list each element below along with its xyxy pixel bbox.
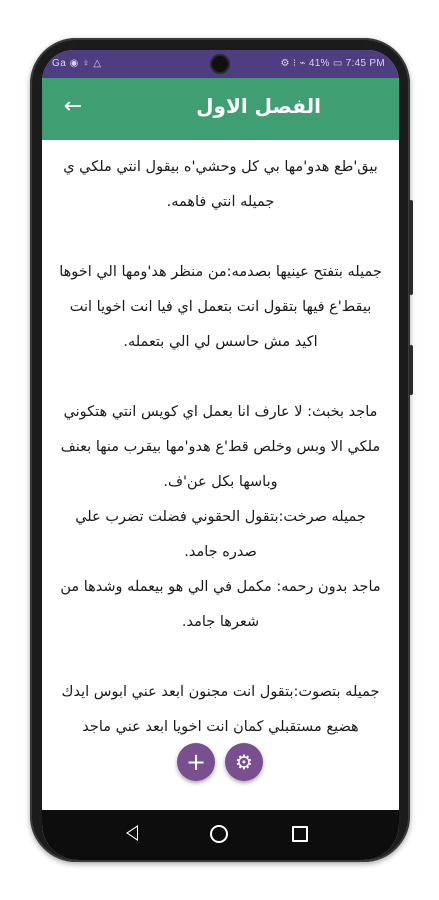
- paragraph-5: ماجد بدون رحمه: مكمل في الي هو بيعمله وشدها من شعرها جامد.: [60, 579, 381, 630]
- app-bar: [42, 78, 399, 140]
- chapter-text[interactable]: [58, 150, 383, 810]
- volume-button: [409, 200, 413, 295]
- add-button[interactable]: +: [177, 743, 215, 781]
- nav-recents-icon[interactable]: [292, 826, 308, 842]
- paragraph-gap: [58, 360, 383, 395]
- status-bar: [42, 50, 399, 78]
- paragraph-gap: [58, 640, 383, 675]
- system-nav-bar: [42, 810, 399, 860]
- nav-back-icon[interactable]: [126, 825, 138, 841]
- status-icons-left: Ga ◉ ♀ △: [52, 58, 102, 69]
- paragraph-3: ماجد بخبث: لا عارف انا بعمل اي كويس انتي هتكوني ملكي الا وبس وخلص قط'ع هدو'مها بيقرب منها بعنف وباسها بكل عن'ف.: [60, 404, 381, 490]
- page-title: الفصل الاول: [196, 94, 321, 118]
- nav-home-icon[interactable]: [210, 825, 228, 843]
- arrow-back-icon[interactable]: ←: [63, 94, 83, 119]
- paragraph-2: جميله بتفتح عينيها بصدمه:من منظر هد'ومها الي اخوها بيقط'ع فيها بتقول انت بتعمل اي فيا انت اخويا انت اكيد مش حاسس لي الي بتعمله.: [59, 264, 382, 350]
- paragraph-gap: [58, 220, 383, 255]
- gear-icon: ⚙: [235, 750, 253, 774]
- paragraph-4: جميله صرخت:بتقول الحقوني فضلت تضرب علي صدره جامد.: [75, 509, 366, 560]
- paragraph-1: بيق'طع هدو'مها بي كل وحشي'ه بيقول انتي ملكي ي جميله انتي فاهمه.: [63, 159, 378, 210]
- screen: [42, 50, 399, 860]
- paragraph-6: جميله بتصوت:بتقول انت مجنون ابعد عني ابوس ايدك هضيع مستقبلي كمان انت اخويا ابعد عني ماجد: [61, 684, 380, 735]
- status-icons-right: ⚙ ⁝ ⌁ 41% ▭ 7:45 PM: [280, 58, 385, 69]
- front-camera-icon: [212, 56, 228, 72]
- settings-button[interactable]: [225, 743, 263, 781]
- power-button: [409, 345, 413, 395]
